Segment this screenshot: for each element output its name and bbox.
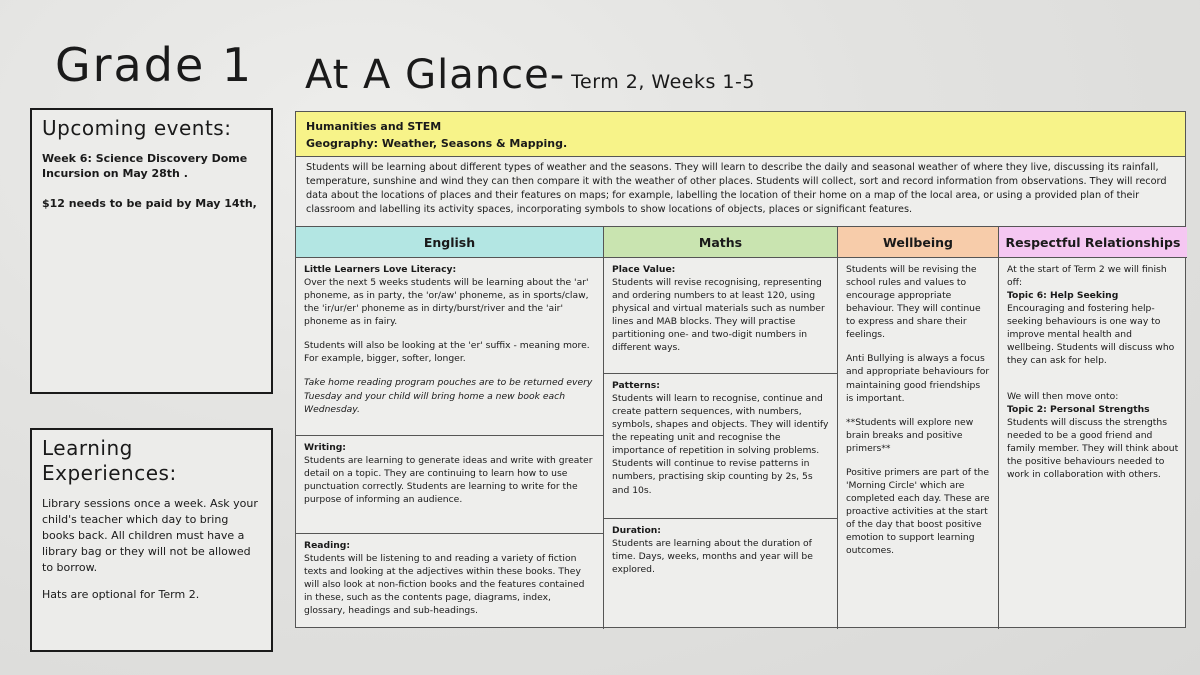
duration-cell — [604, 519, 837, 629]
title-subtitle: Term 2, Weeks 1-5 — [571, 71, 755, 93]
english-heading: English — [296, 227, 603, 258]
glance-table — [295, 111, 1186, 628]
place-value-title: Place Value: — [612, 264, 676, 275]
learning-experiences-box — [30, 428, 273, 652]
topic2-body: Students will discuss the strengths needed to be a good friend and family member. They will think about the positive behaviours needed to work in collaboration with others. — [1007, 416, 1179, 480]
grade-title: Grade 1 — [55, 38, 254, 92]
relationships-cell — [999, 258, 1187, 629]
reading-body: Students will be listening to and reading a variety of fiction texts and looking at the adjectives within these books. They will also look at non-fiction books and the features contained in these, such as the contents page, diagrams, index, glossary, headings and sub-headings. — [304, 553, 585, 617]
literacy-cell — [296, 258, 603, 436]
topic6-title: Topic 6: Help Seeking — [1007, 290, 1119, 302]
upcoming-events-box — [30, 108, 273, 394]
writing-cell — [296, 436, 603, 534]
reading-pouches-note: Take home reading program pouches are to be returned every Tuesday and your child will bring home a new book each Wednesday. — [304, 377, 593, 415]
wellbeing-brain-breaks: **Students will explore new brain breaks and positive primers** — [846, 416, 974, 454]
relationships-intro: At the start of Term 2 we will finish off: — [1007, 264, 1167, 289]
event-incursion: Week 6: Science Discovery Dome Incursion on May 28th . — [42, 152, 248, 181]
relationships-column — [999, 227, 1187, 629]
wellbeing-heading: Wellbeing — [838, 227, 998, 258]
patterns-title: Patterns: — [612, 380, 660, 391]
reading-cell — [296, 534, 603, 629]
wellbeing-primers: Positive primers are part of the 'Morning Circle' which are completed each day. These are proactive activities at the start of the day that boost positive emotion to support learning outcomes. — [846, 466, 990, 557]
place-value-cell — [604, 258, 837, 374]
reading-title: Reading: — [304, 540, 351, 551]
literacy-phonemes: Over the next 5 weeks students will be learning about the 'ar' phoneme, as in party, the 'or/aw' phoneme, as in sports/claw, the 'ir/ur/er' phoneme as in dirty/burst/river and the 'air' phoneme as in fairy. — [304, 277, 589, 328]
english-column — [296, 227, 604, 629]
learning-heading: Learning Experiences: — [42, 436, 177, 485]
humanities-title: Humanities and STEM — [306, 120, 442, 133]
event-payment: $12 needs to be paid by May 14th, — [42, 196, 257, 210]
place-value-body: Students will revise recognising, representing and ordering numbers to at least 120, using physical and virtual materials such as number lines and MAB blocks. They will practise partitioning one- and two-digit numbers in different ways. — [612, 277, 825, 354]
writing-body: Students are learning to generate ideas and write with greater detail on a topic. They are continuing to learn how to use punctuation correctly. Students are learning to write for the purpose of informing an audience. — [304, 455, 593, 506]
library-info: Library sessions once a week. Ask your child's teacher which day to bring books back. All children must have a library bag or they will not be allowed to borrow. — [42, 497, 258, 574]
wellbeing-rules: Students will be revising the school rules and values to encourage appropriate behaviour. They will continue to express and share their feelings. — [846, 264, 981, 341]
events-heading: Upcoming events: — [42, 116, 232, 140]
patterns-body: Students will learn to recognise, continue and create pattern sequences, with numbers, symbols, shapes and objects. They will identify the repeating unit and recognise the importance of repetition in solving problems. Students will continue to revise patterns in numbers, practising skip counting by 2s, 5s and 10s. — [612, 393, 829, 496]
duration-body: Students are learning about the duration of time. Days, weeks, months and year will be explored. — [612, 538, 813, 576]
duration-title: Duration: — [612, 525, 661, 536]
wellbeing-cell — [838, 258, 998, 629]
topic2-title: Topic 2: Personal Strengths — [1007, 403, 1150, 415]
geography-title: Geography: Weather, Seasons & Mapping. — [306, 137, 568, 151]
writing-title: Writing: — [304, 442, 346, 453]
relationships-heading: Respectful Relationships — [999, 227, 1187, 258]
wellbeing-column — [838, 227, 999, 629]
patterns-cell — [604, 374, 837, 519]
literacy-title: Little Learners Love Literacy: — [304, 264, 457, 275]
wellbeing-anti-bullying: Anti Bullying is always a focus and appropriate behaviours for maintaining good friendships is important. — [846, 353, 990, 404]
page-title — [305, 52, 755, 98]
hats-info: Hats are optional for Term 2. — [42, 587, 200, 601]
humanities-body: Students will be learning about different types of weather and the seasons. They will learn to describe the daily and seasonal weather of where they live, discussing its rainfall, temperature, sunshine and wind they can then compare it with the weather of other places. Students will collect, sort and record information from observations. They will record data about the locations of places and their features on maps; for example, labelling the location of their home on a map of the local area, or using a provided plan of their classroom and labelling its activity spaces, incorporating symbols to show locations of objects, places or significant features. — [296, 157, 1185, 227]
title-main: At A Glance- — [305, 52, 566, 98]
literacy-suffix: Students will also be looking at the 'er' suffix - meaning more. For example, bigger, softer, longer. — [304, 340, 590, 365]
maths-column — [604, 227, 838, 629]
relationships-next: We will then move onto: — [1007, 390, 1119, 402]
maths-heading: Maths — [604, 227, 837, 258]
humanities-header — [296, 112, 1185, 157]
topic6-body: Encouraging and fostering help-seeking behaviours is one way to improve mental health and wellbeing. Students will discuss who they can ask for help. — [1007, 303, 1175, 367]
